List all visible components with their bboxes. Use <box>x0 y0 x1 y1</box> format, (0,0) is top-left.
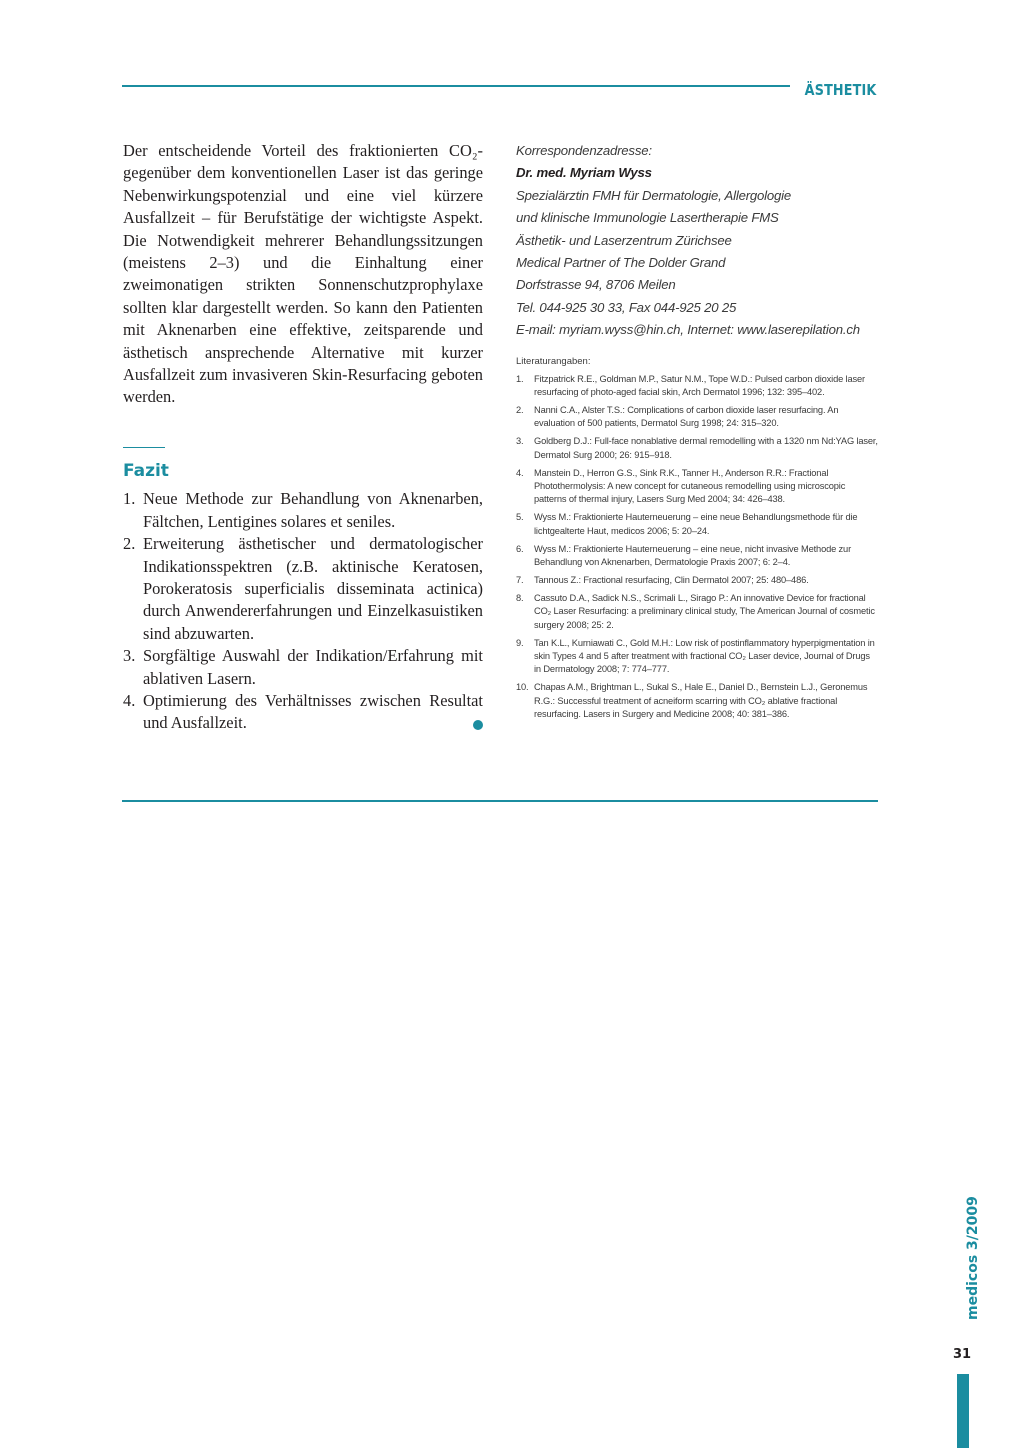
reference-item <box>516 404 878 431</box>
fazit-item <box>123 690 483 735</box>
reference-number: 3. <box>516 436 524 447</box>
reference-item <box>516 543 878 570</box>
fazit-list <box>123 488 483 734</box>
reference-number: 10. <box>516 682 529 693</box>
reference-text: Goldberg D.J.: Full-face nonablative dermal remodelling with a 1320 nm Nd:YAG laser, Dermatol Surg 2000; 26: 915–918. <box>534 436 878 460</box>
page-number: 31 <box>953 1347 972 1362</box>
reference-item <box>516 511 878 538</box>
reference-number: 4. <box>516 467 524 478</box>
reference-text: Manstein D., Herron G.S., Sink R.K., Tanner H., Anderson R.R.: Fractional Photothermolysis: A new concept for cutaneous remodelling using microscopic patterns of thermal injury, Lasers Surg Med 2004; 34: 426–438. <box>534 467 846 505</box>
fazit-item <box>123 533 483 645</box>
fazit-item-number: 2. <box>123 534 136 554</box>
reference-item <box>516 373 878 400</box>
page-edge-bar <box>957 1374 969 1448</box>
reference-item <box>516 681 878 721</box>
fazit-item <box>123 488 483 533</box>
reference-item <box>516 574 878 587</box>
reference-text: Fitzpatrick R.E., Goldman M.P., Satur N.M., Tope W.D.: Pulsed carbon dioxide laser resurfacing of photo-aged facial skin, Arch Dermatol 1996; 132: 395–402. <box>534 373 865 398</box>
reference-number: 9. <box>516 637 524 648</box>
reference-item <box>516 435 878 462</box>
reference-number: 1. <box>516 373 524 384</box>
address-line: Spezialärztin FMH für Dermatologie, Allergologie <box>516 187 792 203</box>
reference-number: 5. <box>516 512 524 523</box>
fazit-item-number: 3. <box>123 646 136 666</box>
fazit-item-number: 4. <box>123 690 136 710</box>
reference-number: 8. <box>516 592 524 603</box>
author-name: Dr. med. Myriam Wyss <box>516 165 652 181</box>
fazit-item-text: Neue Methode zur Behandlung von Aknenarben, Fältchen, Lentigines solares et seniles. <box>143 489 483 531</box>
reference-number: 7. <box>516 574 524 585</box>
fazit-heading: Fazit <box>123 460 169 481</box>
journal-issue-label: medicos 3/2009 <box>965 1196 981 1320</box>
address-line: und klinische Immunologie Lasertherapie FMS <box>516 210 779 226</box>
reference-list <box>516 373 878 722</box>
left-column <box>123 140 483 735</box>
reference-text: Chapas A.M., Brightman L., Sukal S., Hale E., Daniel D., Bernstein L.J., Geronemus R.G.: Successful treatment of acneiform scarring with CO₂ ablative fractional resurfacing. Lasers in Surgery and Medicine 2008; 40: 381–386. <box>534 682 868 720</box>
fazit-item-text: Erweiterung ästhetischer und dermatologischer Indikationsspektren (z.B. aktinische Keratosen, Porokeratosis superficialis disseminata actinica) durch Anwendererfahrungen und Einzelkasuistiken sind abzuwarten. <box>143 534 483 643</box>
reference-number: 6. <box>516 543 524 554</box>
address-line: Ästhetik- und Laserzentrum Zürichsee <box>516 232 732 248</box>
reference-text: Wyss M.: Fraktionierte Hauterneuerung – eine neue, nicht invasive Methode zur Behandlung von Aknenarben, Dermatologie Praxis 2007; 6: 2–4. <box>534 543 852 568</box>
intro-paragraph: Der entscheidende Vorteil des fraktionierten CO₂-gegenüber dem konventionellen Laser ist das geringe Nebenwirkungspotenzial und eine viel kürzere Ausfallzeit – für Berufstätige der wichtigste Aspekt. Die Notwendigkeit mehrerer Behandlungssitzungen (meistens 2–3) und die Einhaltung einer zweimonatigen strikten Sonnenschutzprophylaxe sollten klar dargestellt werden. So kann den Patienten mit Aknenarben eine effektive, zeitsparende und ästhetisch ansprechende Alternative mit kurzer Ausfallzeit zum invasiveren Skin-Resurfacing geboten werden. <box>123 141 483 407</box>
fazit-item <box>123 645 483 690</box>
address-line: Dorfstrasse 94, 8706 Meilen <box>516 277 676 293</box>
end-of-article-dot-icon <box>473 720 483 730</box>
reference-text: Tan K.L., Kurniawati C., Gold M.H.: Low risk of postinflammatory hyperpigmentation in skin Types 4 and 5 after treatment with fractional CO₂ Laser device, Journal of Drugs in Dermatology 2008; 7: 774–777. <box>534 637 875 675</box>
reference-text: Wyss M.: Fraktionierte Hauterneuerung – eine neue Behandlungsmethode für die lichtgealterte Haut, medicos 2006; 5: 20–24. <box>534 512 858 536</box>
reference-text: Tannous Z.: Fractional resurfacing, Clin Dermatol 2007; 25: 480–486. <box>534 574 809 585</box>
header-rule <box>122 85 790 87</box>
fazit-item-text: Sorgfältige Auswahl der Indikation/Erfahrung mit ablativen Lasern. <box>143 646 483 688</box>
reference-text: Nanni C.A., Alster T.S.: Complications of carbon dioxide laser resurfacing. An evaluation of 500 patients, Dermatol Surg 1998; 24: 315–320. <box>534 404 839 429</box>
address-line: Medical Partner of The Dolder Grand <box>516 255 726 271</box>
footer-rule <box>122 800 878 802</box>
fazit-item-text: Optimierung des Verhältnisses zwischen Resultat und Ausfallzeit. <box>143 690 483 733</box>
reference-text: Cassuto D.A., Sadick N.S., Scrimali L., Sirago P.: An innovative Device for fractional CO₂ Laser Resurfacing: a preliminary clinical study, The American Journal of cosmetic surgery 2008; 25: 2. <box>534 592 875 630</box>
address-label: Korrespondenzadresse: <box>516 143 652 158</box>
reference-item <box>516 637 878 677</box>
address-contact-line: E-mail: myriam.wyss@hin.ch, Internet: www.laserepilation.ch <box>516 322 860 338</box>
fazit-rule <box>123 447 165 448</box>
reference-item <box>516 467 878 507</box>
correspondence-address <box>516 140 878 342</box>
fazit-item-number: 1. <box>123 489 136 509</box>
reference-item <box>516 592 878 632</box>
literature-heading: Literaturangaben: <box>516 355 591 367</box>
address-line: Tel. 044-925 30 33, Fax 044-925 20 25 <box>516 299 737 315</box>
reference-number: 2. <box>516 404 524 415</box>
right-column <box>516 140 878 726</box>
section-label: ÄSTHETIK <box>804 81 876 99</box>
